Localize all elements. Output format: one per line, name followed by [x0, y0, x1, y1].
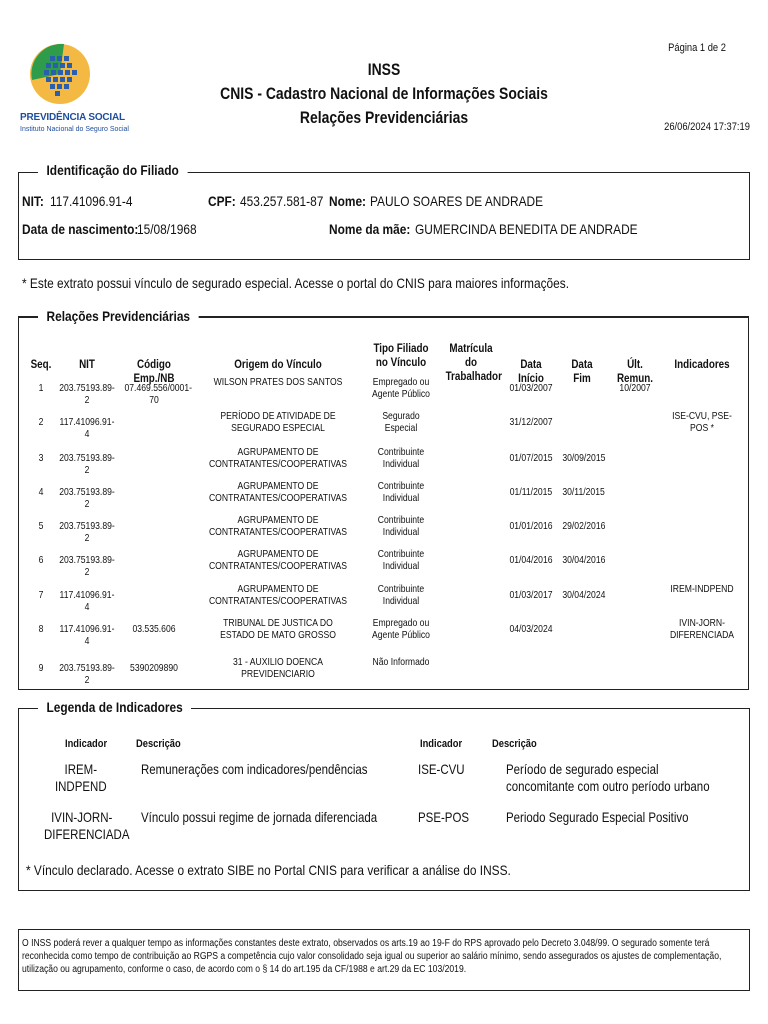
cell-fim: 30/04/2024 — [562, 589, 606, 601]
mae-value: GUMERCINDA BENEDITA DE ANDRADE — [415, 221, 638, 237]
col-header-inicio: Data Início — [518, 357, 544, 385]
cell-inicio: 01/03/2007 — [509, 382, 553, 394]
cell-codigo: 07.469.556/0001-70 — [124, 382, 192, 406]
cell-tipo: Contribuinte Individual — [377, 548, 425, 572]
legenda-col-indicador-left: Indicador — [65, 738, 108, 750]
cell-inicio: 04/03/2024 — [509, 623, 553, 635]
cell-tipo: Empregado ou Agente Público — [372, 617, 430, 641]
col-header-matricula: Matrícula do Trabalhador — [445, 341, 502, 383]
cell-nit: 203.75193.89-2 — [59, 520, 115, 544]
previdencia-logo — [14, 38, 110, 140]
cell-inicio: 31/12/2007 — [509, 416, 553, 428]
legenda-col-descricao-right: Descrição — [492, 738, 537, 750]
cell-fim: 30/11/2015 — [562, 486, 605, 498]
cell-tipo: Contribuinte Individual — [377, 480, 425, 504]
relacoes-section-title: Relações Previdenciárias — [38, 308, 199, 324]
cell-origem: TRIBUNAL DE JUSTICA DO ESTADO DE MATO GROSSO — [220, 617, 336, 641]
legenda-descricao: Período de segurado especial concomitante com outro período urbano — [506, 761, 710, 794]
legenda-indicador: IREM-INDPEND — [54, 761, 107, 794]
cell-seq: 1 — [38, 382, 44, 394]
cell-seq: 8 — [38, 623, 44, 635]
legenda-descricao: Remunerações com indicadores/pendências — [141, 761, 368, 777]
segurado-especial-note: * Este extrato possui vínculo de segurado especial. Acesse o portal do CNIS para maiores informações. — [22, 275, 570, 291]
col-header-nit: NIT — [79, 357, 95, 371]
cell-tipo: Segurado Especial — [382, 410, 420, 434]
header-line-2: CNIS - Cadastro Nacional de Informações Sociais — [220, 84, 548, 103]
mae-label: Nome da mãe: — [329, 221, 411, 237]
cell-indicadores: IREM-INDPEND — [670, 583, 734, 595]
cell-tipo: Contribuinte Individual — [377, 583, 425, 607]
cell-origem: WILSON PRATES DOS SANTOS — [213, 376, 343, 388]
cell-nit: 203.75193.89-2 — [59, 452, 115, 476]
col-header-fim: Data Fim — [571, 357, 593, 385]
logo-title: PREVIDÊNCIA SOCIAL — [20, 112, 125, 123]
nit-value: 117.41096.91-4 — [50, 193, 133, 209]
cpf-value: 453.257.581-87 — [240, 193, 324, 209]
cell-inicio: 01/11/2015 — [509, 486, 553, 498]
cell-seq: 6 — [38, 554, 44, 566]
header-line-3: Relações Previdenciárias — [299, 108, 469, 127]
cell-origem: AGRUPAMENTO DE CONTRATANTES/COOPERATIVAS — [208, 480, 348, 504]
cell-nit: 203.75193.89-2 — [59, 662, 115, 686]
cell-seq: 5 — [38, 520, 44, 532]
col-header-seq: Seq. — [30, 357, 52, 371]
cell-seq: 2 — [38, 416, 44, 428]
page-number: Página 1 de 2 — [668, 42, 726, 54]
cell-remun: 10/2007 — [619, 382, 651, 394]
cell-inicio: 01/07/2015 — [509, 452, 553, 464]
cell-nit: 117.41096.91-4 — [59, 589, 115, 613]
cell-fim: 30/04/2016 — [562, 554, 606, 566]
cell-seq: 3 — [38, 452, 44, 464]
legenda-indicador: IVIN-JORN-DIFERENCIADA — [44, 809, 130, 842]
legenda-indicador: PSE-POS — [418, 809, 470, 825]
logo-subtitle: Instituto Nacional do Seguro Social — [20, 126, 129, 133]
cell-origem: AGRUPAMENTO DE CONTRATANTES/COOPERATIVAS — [208, 583, 348, 607]
legenda-descricao: Vínculo possui regime de jornada diferenciada — [141, 809, 378, 825]
relacoes-right-rule — [748, 316, 749, 690]
col-header-indicadores: Indicadores — [674, 357, 730, 371]
cell-nit: 203.75193.89-2 — [59, 554, 115, 578]
col-header-remun: Últ. Remun. — [616, 357, 654, 385]
logo-emblem-icon — [14, 38, 110, 118]
cpf-label: CPF: — [208, 193, 236, 209]
nome-value: PAULO SOARES DE ANDRADE — [370, 193, 544, 209]
cell-inicio: 01/03/2017 — [509, 589, 553, 601]
cell-codigo: 03.535.606 — [132, 623, 176, 635]
cell-seq: 7 — [38, 589, 44, 601]
cell-inicio: 01/04/2016 — [509, 554, 553, 566]
nome-label: Nome: — [329, 193, 367, 209]
filiado-section-title: Identificação do Filiado — [38, 162, 187, 178]
legenda-col-descricao-left: Descrição — [136, 738, 181, 750]
cell-origem: PERÍODO DE ATIVIDADE DE SEGURADO ESPECIAL — [220, 410, 336, 434]
cell-nit: 117.41096.91-4 — [59, 416, 115, 440]
report-datetime: 26/06/2024 17:37:19 — [664, 121, 750, 133]
nascimento-label: Data de nascimento: — [22, 221, 139, 237]
cell-seq: 4 — [38, 486, 44, 498]
col-header-codigo: Código Emp./NB — [133, 357, 175, 385]
footer-disclaimer: O INSS poderá rever a qualquer tempo as informações constantes deste extrato, observados os arts.19 ao 19-F do RPS aprovado pelo Decreto 3.048/99. O segurado somente terá reconhecida como tempo de contribuição ao RGPS a competência cujo valor consolidado seja igual ou superior ao salário mínimo, sendo assegurados os ajustes de complementação, utilização ou agrupamento, conforme o caso, de acordo com o § 14 do art.195 da CF/1988 e art.29 da EC 103/2019. — [22, 938, 722, 975]
header-line-1: INSS — [367, 60, 401, 79]
cell-tipo: Contribuinte Individual — [377, 514, 425, 538]
cell-inicio: 01/01/2016 — [509, 520, 553, 532]
cell-fim: 30/09/2015 — [562, 452, 606, 464]
relacoes-left-rule — [18, 316, 19, 690]
cell-fim: 29/02/2016 — [562, 520, 606, 532]
cell-nit: 203.75193.89-2 — [59, 382, 115, 406]
col-header-origem: Origem do Vínculo — [234, 357, 322, 371]
cell-tipo: Contribuinte Individual — [377, 446, 425, 470]
cell-origem: AGRUPAMENTO DE CONTRATANTES/COOPERATIVAS — [208, 514, 348, 538]
cell-seq: 9 — [38, 662, 44, 674]
legenda-col-indicador-right: Indicador — [420, 738, 463, 750]
vinculo-declarado-note: * Vínculo declarado. Acesse o extrato SIBE no Portal CNIS para verificar a análise do INSS. — [26, 862, 511, 878]
cell-origem: AGRUPAMENTO DE CONTRATANTES/COOPERATIVAS — [208, 548, 348, 572]
cell-nit: 203.75193.89-2 — [59, 486, 115, 510]
legenda-indicador: ISE-CVU — [418, 761, 465, 777]
cell-indicadores: IVIN-JORN-DIFERENCIADA — [669, 617, 735, 641]
nascimento-value: 15/08/1968 — [137, 221, 197, 237]
cell-indicadores: ISE-CVU, PSE-POS * — [672, 410, 732, 434]
cell-tipo: Empregado ou Agente Público — [372, 376, 430, 400]
cell-nit: 117.41096.91-4 — [59, 623, 115, 647]
filiado-section — [18, 172, 750, 260]
legenda-section-title: Legenda de Indicadores — [38, 699, 191, 715]
cell-tipo: Não Informado — [372, 656, 430, 668]
cell-origem: AGRUPAMENTO DE CONTRATANTES/COOPERATIVAS — [208, 446, 348, 470]
cell-codigo: 5390209890 — [130, 662, 178, 674]
cell-origem: 31 - AUXILIO DOENCA PREVIDENCIARIO — [233, 656, 323, 680]
legenda-descricao: Periodo Segurado Especial Positivo — [506, 809, 689, 825]
col-header-tipo: Tipo Filiado no Vínculo — [373, 341, 429, 369]
relacoes-bottom-rule — [18, 689, 749, 690]
nit-label: NIT: — [22, 193, 44, 209]
